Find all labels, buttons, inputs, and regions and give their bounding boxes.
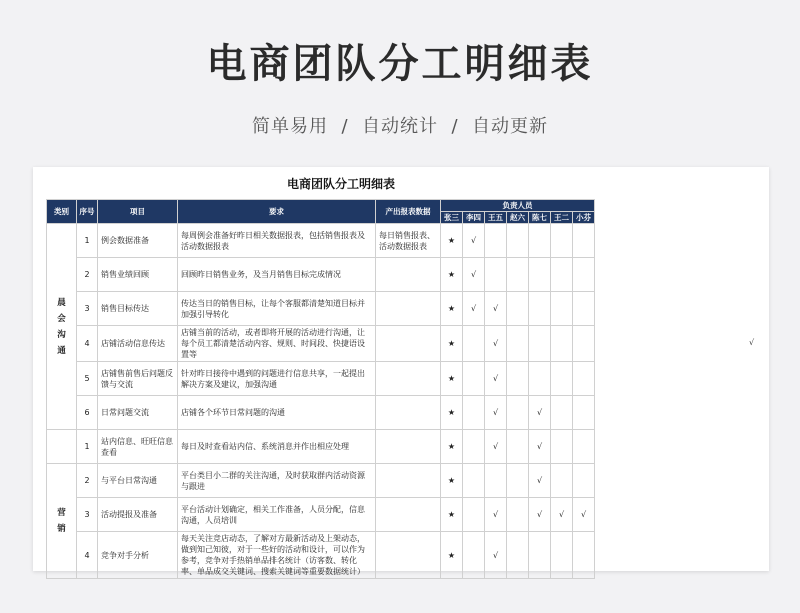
responsibility-mark: √ <box>529 464 551 498</box>
responsibility-mark <box>507 362 529 396</box>
table-row <box>47 292 595 326</box>
header-seq: 序号 <box>77 200 98 224</box>
category-cell <box>47 464 77 579</box>
responsibility-mark <box>551 430 573 464</box>
responsibility-mark <box>507 498 529 532</box>
responsibility-mark <box>507 326 529 362</box>
category-label: 营销 <box>57 508 66 534</box>
table-row <box>47 224 595 258</box>
responsibility-mark: √ <box>485 326 507 362</box>
output-cell <box>376 498 441 532</box>
responsibility-mark <box>529 532 551 579</box>
item-cell: 店铺售前售后问题反馈与交流 <box>98 362 178 396</box>
requirement-cell: 店铺当前的活动，或者即将开展的活动进行沟通，让每个员工都清楚活动内容、规则、时间段、快捷语设置等 <box>178 326 376 362</box>
page-subtitle: 简单易用 / 自动统计 / 自动更新 <box>252 116 548 137</box>
seq-cell: 4 <box>77 532 98 579</box>
item-cell: 销售目标传达 <box>98 292 178 326</box>
responsibility-mark <box>463 362 485 396</box>
requirement-cell: 店铺各个环节日常问题的沟通 <box>178 396 376 430</box>
table-row <box>47 464 595 498</box>
spreadsheet-preview <box>33 167 769 576</box>
requirement-cell: 平台活动计划确定，相关工作准备，人员分配，信息沟通，人员培训 <box>178 498 376 532</box>
responsibility-mark: √ <box>573 498 595 532</box>
category-cell <box>47 430 77 464</box>
header-people-group: 负责人员 <box>441 200 595 212</box>
seq-cell: 2 <box>77 464 98 498</box>
item-cell: 竞争对手分析 <box>98 532 178 579</box>
responsibility-mark <box>573 430 595 464</box>
responsibility-mark <box>573 326 595 362</box>
header-person: 张三 <box>441 212 463 224</box>
category-label: 晨会沟通 <box>57 297 66 356</box>
seq-cell: 3 <box>77 292 98 326</box>
responsibility-mark <box>463 498 485 532</box>
responsibility-mark <box>551 224 573 258</box>
responsibility-mark <box>573 224 595 258</box>
responsibility-mark <box>463 396 485 430</box>
responsibility-mark <box>529 292 551 326</box>
table-row <box>47 430 595 464</box>
responsibility-mark <box>529 362 551 396</box>
output-cell <box>376 532 441 579</box>
responsibility-mark <box>573 396 595 430</box>
header-requirement: 要求 <box>178 200 376 224</box>
output-cell <box>376 292 441 326</box>
seq-cell: 3 <box>77 498 98 532</box>
table-row <box>47 498 595 532</box>
responsibility-mark <box>463 532 485 579</box>
responsibility-mark <box>551 258 573 292</box>
responsibility-mark <box>529 326 551 362</box>
responsibility-mark <box>573 464 595 498</box>
seq-cell: 5 <box>77 362 98 396</box>
responsibility-mark <box>573 362 595 396</box>
output-cell <box>376 396 441 430</box>
table-row <box>47 258 595 292</box>
responsibility-mark <box>485 258 507 292</box>
seq-cell: 6 <box>77 396 98 430</box>
responsibility-mark <box>485 464 507 498</box>
responsibility-mark: √ <box>551 498 573 532</box>
responsibility-mark: ★ <box>441 292 463 326</box>
responsibility-mark <box>463 430 485 464</box>
responsibility-mark: √ <box>485 292 507 326</box>
requirement-cell: 传达当日的销售目标，让每个客服都清楚知道目标并加强引导转化 <box>178 292 376 326</box>
output-cell <box>376 430 441 464</box>
responsibility-mark: √ <box>463 258 485 292</box>
header-output: 产出报表数据 <box>376 200 441 224</box>
header-person: 小芬 <box>573 212 595 224</box>
output-cell <box>376 464 441 498</box>
table-row <box>47 362 595 396</box>
header-person: 陈七 <box>529 212 551 224</box>
responsibility-mark <box>551 292 573 326</box>
requirement-cell: 针对昨日接待中遇到的问题进行信息共享，一起提出解决方案及建议，加强沟通 <box>178 362 376 396</box>
requirement-cell: 回顾昨日销售业务，及当月销售目标完成情况 <box>178 258 376 292</box>
responsibility-mark <box>507 396 529 430</box>
header-person: 王二 <box>551 212 573 224</box>
header-item: 项目 <box>98 200 178 224</box>
responsibility-mark <box>573 532 595 579</box>
responsibility-mark <box>507 430 529 464</box>
responsibility-mark <box>551 396 573 430</box>
header-person: 赵六 <box>507 212 529 224</box>
responsibility-mark: √ <box>529 396 551 430</box>
responsibility-mark: √ <box>485 498 507 532</box>
seq-cell: 4 <box>77 326 98 362</box>
output-cell <box>376 362 441 396</box>
header-person: 王五 <box>485 212 507 224</box>
item-cell: 店铺活动信息传达 <box>98 326 178 362</box>
responsibility-mark <box>529 224 551 258</box>
responsibility-mark <box>463 464 485 498</box>
responsibility-mark: ★ <box>441 362 463 396</box>
responsibility-mark <box>573 258 595 292</box>
seq-cell: 1 <box>77 224 98 258</box>
responsibility-mark <box>573 292 595 326</box>
responsibility-mark <box>551 326 573 362</box>
responsibility-mark <box>507 292 529 326</box>
output-cell: 每日销售报表、活动数据报表 <box>376 224 441 258</box>
requirement-cell: 平台类目小二群的关注沟通，及时获取群内活动资源与跟进 <box>178 464 376 498</box>
responsibility-mark: √ <box>485 362 507 396</box>
stray-check-mark: √ <box>749 338 755 347</box>
responsibility-mark: ★ <box>441 498 463 532</box>
responsibility-mark <box>507 224 529 258</box>
item-cell: 站内信息、旺旺信息查看 <box>98 430 178 464</box>
table-row <box>47 326 595 362</box>
responsibility-mark: ★ <box>441 396 463 430</box>
header-category: 类别 <box>47 200 77 224</box>
responsibility-mark: √ <box>529 430 551 464</box>
responsibility-mark <box>463 326 485 362</box>
responsibility-mark <box>551 464 573 498</box>
header-person: 李四 <box>463 212 485 224</box>
responsibility-mark: √ <box>485 430 507 464</box>
seq-cell: 1 <box>77 430 98 464</box>
responsibility-mark <box>507 258 529 292</box>
item-cell: 销售业绩回顾 <box>98 258 178 292</box>
responsibility-mark <box>507 532 529 579</box>
output-cell <box>376 326 441 362</box>
requirement-cell: 每天关注竞店动态，了解对方最新活动及上架动态，做到知己知彼，对于一些好的活动和设计，可以作为参考，竞争对手热销单品排名统计（访客数、转化率、单品成交关键词、搜索关键词等重要数据统计） <box>178 532 376 579</box>
responsibility-mark: √ <box>485 396 507 430</box>
output-cell <box>376 258 441 292</box>
sheet-title: 电商团队分工明细表 <box>286 177 395 191</box>
table-row <box>47 532 595 579</box>
responsibility-mark: √ <box>485 532 507 579</box>
responsibility-mark: √ <box>463 292 485 326</box>
item-cell: 例会数据准备 <box>98 224 178 258</box>
responsibility-mark: ★ <box>441 532 463 579</box>
responsibility-mark: ★ <box>441 224 463 258</box>
category-cell <box>47 224 77 430</box>
responsibility-mark <box>485 224 507 258</box>
requirement-cell: 每周例会准备好昨日相关数据报表，包括销售报表及活动数据报表 <box>178 224 376 258</box>
responsibility-mark: √ <box>529 498 551 532</box>
responsibility-mark: ★ <box>441 464 463 498</box>
item-cell: 活动提报及准备 <box>98 498 178 532</box>
responsibility-mark: ★ <box>441 326 463 362</box>
responsibility-mark <box>529 258 551 292</box>
item-cell: 日常问题交流 <box>98 396 178 430</box>
seq-cell: 2 <box>77 258 98 292</box>
item-cell: 与平台日常沟通 <box>98 464 178 498</box>
responsibility-mark: ★ <box>441 258 463 292</box>
responsibility-mark <box>507 464 529 498</box>
responsibility-mark <box>551 532 573 579</box>
responsibility-mark: ★ <box>441 430 463 464</box>
responsibility-mark <box>551 362 573 396</box>
page-title: 电商团队分工明细表 <box>206 41 594 87</box>
responsibility-mark: √ <box>463 224 485 258</box>
table-row <box>47 396 595 430</box>
division-table <box>46 199 595 579</box>
requirement-cell: 每日及时查看站内信、系统消息并作出相应处理 <box>178 430 376 464</box>
